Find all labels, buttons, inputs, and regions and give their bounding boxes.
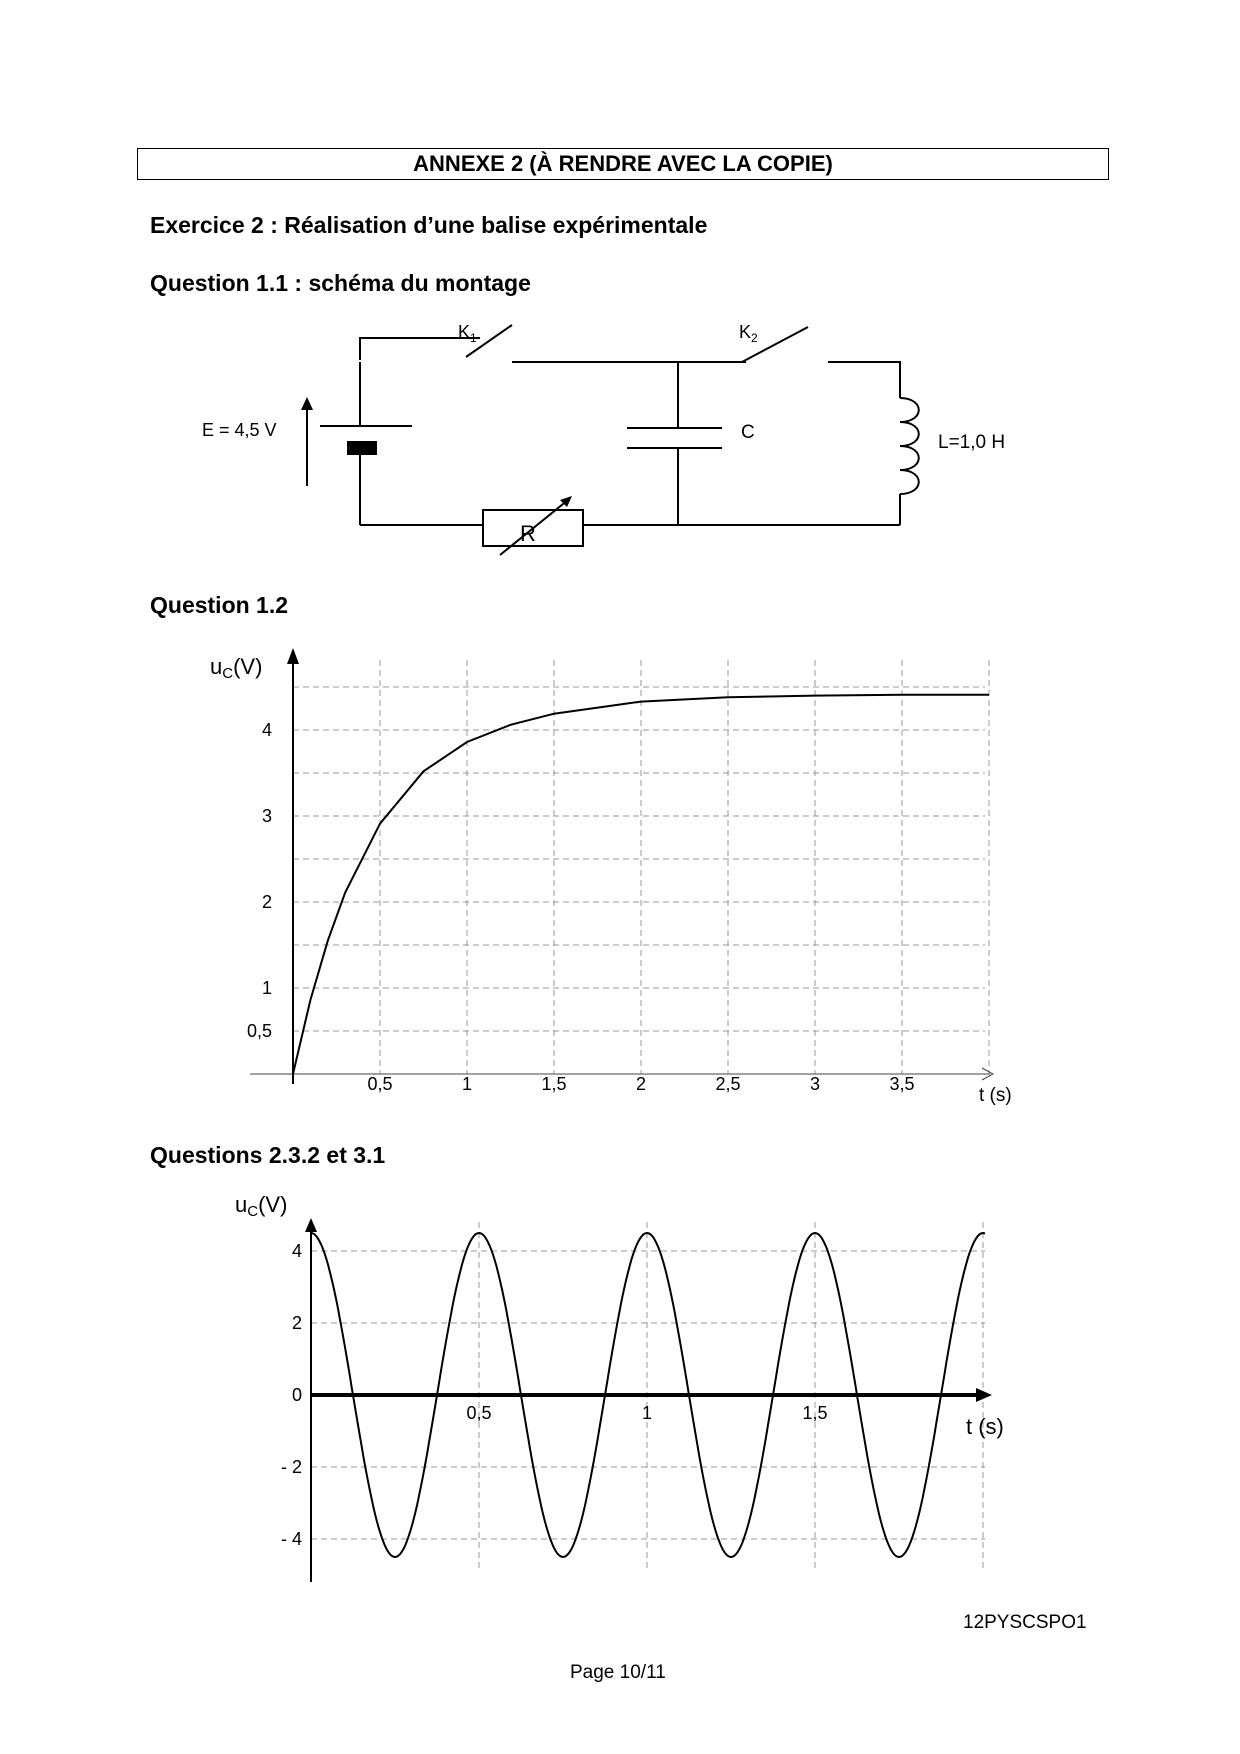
annex-banner: ANNEXE 2 (À RENDRE AVEC LA COPIE)	[137, 148, 1109, 180]
charging-x-tick-label: 2,5	[715, 1074, 741, 1094]
switch-k2-subscript: 2	[751, 331, 758, 345]
charging-x-tick-label: 1,5	[541, 1074, 567, 1094]
charging-y-tick-label: 2	[261, 892, 272, 912]
oscillation-y-tick-label: 2	[291, 1313, 302, 1333]
document-code: 12PYSCSPO1	[963, 1612, 1087, 1633]
switch-k1-label: $K_1$	[458, 322, 477, 345]
oscillation-x-axis-arrowhead	[976, 1388, 992, 1402]
charging-x-tick-label: 1	[461, 1074, 473, 1094]
oscillation-y-tick-label: 0	[291, 1385, 302, 1405]
oscillation-x-tick-label: 1,5	[802, 1403, 828, 1423]
inductor-label: L=1,0 H	[938, 432, 1006, 453]
oscillation-x-label: t (s)	[966, 1414, 1004, 1439]
page-number: Page 10/11	[570, 1662, 666, 1683]
charging-y-label-unit: (V)	[233, 654, 263, 679]
charging-x-tick-label: 3	[809, 1074, 821, 1094]
questions-2-3-2-3-1-title: Questions 2.3.2 et 3.1	[150, 1142, 386, 1168]
charging-y-tick-label: 3	[261, 806, 272, 826]
oscillation-y-tick-label: - 4	[280, 1529, 302, 1549]
charging-x-tick-label: 2	[635, 1074, 647, 1094]
charging-y-label-subscript: C	[222, 665, 234, 682]
oscillation-y-label-subscript: C	[247, 1203, 259, 1220]
oscillation-x-tick-label: 0,5	[466, 1403, 492, 1423]
oscillation-y-tick-label: 4	[291, 1241, 302, 1261]
charging-x-tick-label: 3,5	[889, 1074, 915, 1094]
charging-x-label: t (s)	[979, 1085, 1012, 1106]
oscillation-y-label-unit: (V)	[258, 1192, 288, 1217]
resistor-label: R	[520, 521, 536, 546]
charging-y-tick-label: 4	[261, 720, 272, 740]
capacitor-label: C	[741, 422, 755, 443]
source-label: E = 4,5 V	[202, 420, 277, 440]
oscillation-y-label: uC(V)	[235, 1192, 288, 1220]
charging-y-label: uC(V)	[210, 654, 263, 682]
oscillation-y-tick-label: - 2	[280, 1457, 302, 1477]
charging-y-tick-label: 0,5	[246, 1021, 272, 1041]
oscillation-x-tick-label: 1	[641, 1403, 653, 1423]
charging-y-tick-label: 1	[261, 978, 272, 998]
question-1-2-title: Question 1.2	[150, 592, 289, 618]
oscillation-y-axis-arrowhead	[305, 1218, 317, 1232]
charging-x-tick-label: 0,5	[367, 1074, 393, 1094]
switch-k1-subscript: 1	[470, 331, 477, 345]
switch-k2-label: $K_2$	[739, 322, 758, 345]
question-1-1-title: Question 1.1 : schéma du montage	[150, 270, 531, 296]
exercise-title: Exercice 2 : Réalisation d’une balise expérimentale	[150, 212, 708, 238]
